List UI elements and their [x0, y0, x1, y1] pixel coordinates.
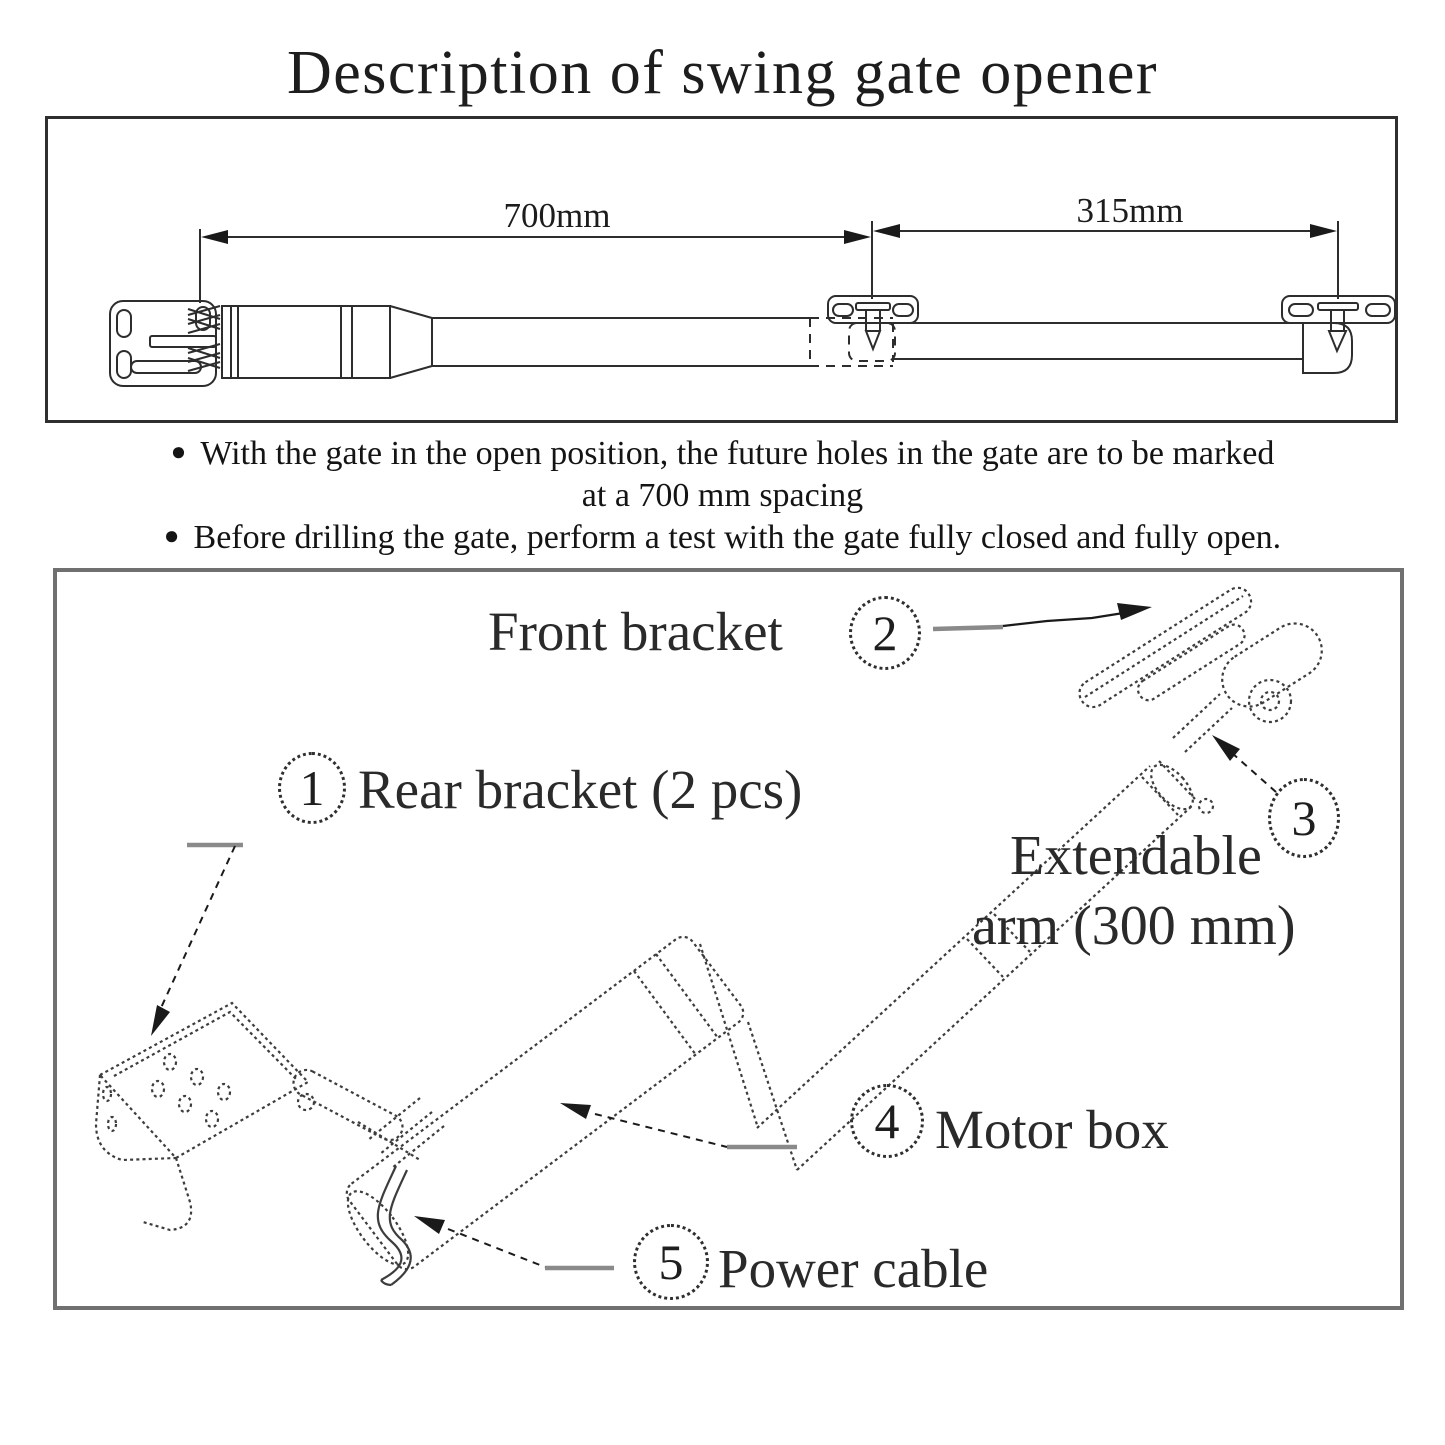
bullet-icon: ●	[170, 437, 187, 466]
page-title: Description of swing gate opener	[287, 39, 1158, 107]
extendable-arm-number: 3	[1268, 778, 1340, 858]
front-bracket-number: 2	[849, 596, 921, 670]
bullet-icon: ●	[163, 521, 180, 550]
power-cable-number: 5	[633, 1224, 709, 1300]
instruction-item-1	[0, 435, 1445, 473]
instruction-item-2-text: Before drilling the gate, perform a test with the gate fully closed and fully open.	[193, 519, 1282, 556]
dimension-label-315mm: 315mm	[1076, 191, 1184, 230]
instruction-item-2	[0, 519, 1445, 557]
power-cable-label: Power cable	[718, 1238, 989, 1299]
motor-box-label: Motor box	[935, 1099, 1169, 1160]
motor-box-number: 4	[850, 1084, 924, 1158]
dimension-diagram-frame	[45, 116, 1398, 423]
extendable-arm-label-line2: arm (300 mm)	[972, 895, 1296, 957]
instruction-item-1-text: With the gate in the open position, the future holes in the gate are to be marked	[200, 435, 1275, 472]
dimension-label-700mm: 700mm	[503, 196, 611, 235]
rear-bracket-label: Rear bracket (2 pcs)	[358, 759, 803, 820]
rear-bracket-number: 1	[278, 752, 346, 824]
instruction-item-1-cont: at a 700 mm spacing	[581, 477, 864, 514]
extendable-arm-label-line1: Extendable	[1010, 825, 1262, 887]
front-bracket-label: Front bracket	[488, 601, 783, 662]
